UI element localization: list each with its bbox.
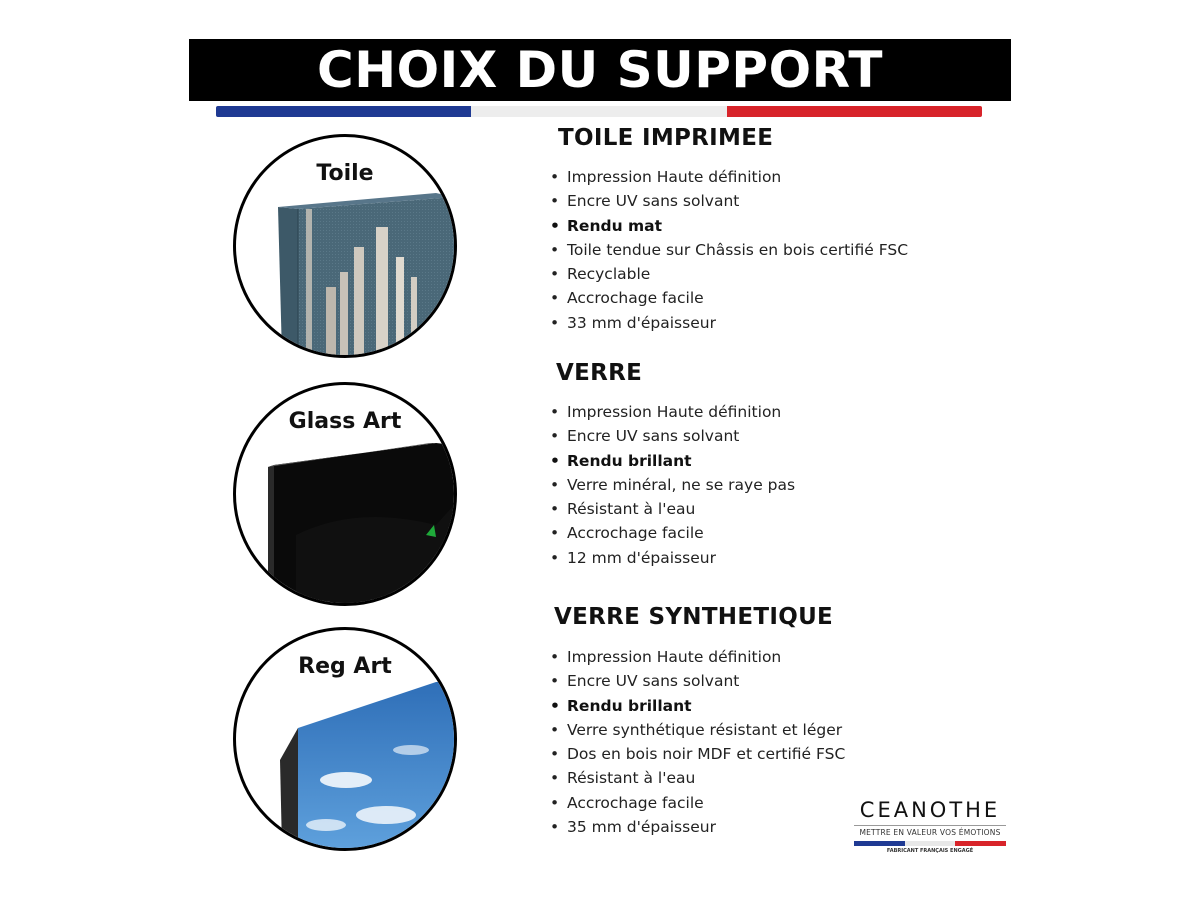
verre-synthetique-section (548, 604, 845, 839)
list-item: • Accrochage facile (548, 521, 795, 545)
list-item: • Impression Haute définition (548, 645, 845, 669)
verre-heading: VERRE (556, 360, 643, 386)
toile-feature-list (548, 165, 908, 335)
glass-art-label: Glass Art (288, 409, 402, 434)
list-item: • Rendu brillant (548, 449, 795, 473)
list-item: • Impression Haute définition (548, 165, 908, 189)
toile-section (548, 125, 908, 335)
reg-art-thumbnail (233, 627, 457, 851)
list-item: • Encre UV sans solvant (548, 669, 845, 693)
toile-thumbnail (233, 134, 457, 358)
list-item: • Toile tendue sur Châssis en bois certifié FSC (548, 238, 908, 262)
list-item: • 35 mm d'épaisseur (548, 815, 845, 839)
glass-art-thumbnail (233, 382, 457, 606)
toile-heading: TOILE IMPRIMEE (558, 125, 774, 151)
ceanothe-logo (854, 798, 1006, 854)
french-flag-stripe (216, 106, 982, 117)
page-title: CHOIX DU SUPPORT (317, 41, 883, 99)
brand-subline: FABRICANT FRANÇAIS ENGAGÉ (886, 848, 974, 854)
brand-flag (854, 841, 1006, 846)
list-item: • Dos en bois noir MDF et certifié FSC (548, 742, 845, 766)
toile-label: Toile (316, 161, 374, 186)
list-item: • Impression Haute définition (548, 400, 795, 424)
list-item: • Accrochage facile (548, 791, 845, 815)
page-title-banner (189, 39, 1011, 101)
list-item: • Résistant à l'eau (548, 766, 845, 790)
verre-feature-list (548, 400, 795, 570)
list-item: • Rendu mat (548, 214, 908, 238)
list-item: • Résistant à l'eau (548, 497, 795, 521)
reg-art-label: Reg Art (298, 654, 392, 679)
list-item: • Encre UV sans solvant (548, 424, 795, 448)
brand-name: CEANOTHE (859, 798, 1001, 822)
list-item: • Verre minéral, ne se raye pas (548, 473, 795, 497)
verre-synthetique-feature-list (548, 645, 845, 839)
list-item: • 33 mm d'épaisseur (548, 311, 908, 335)
list-item: • Rendu brillant (548, 694, 845, 718)
list-item: • Recyclable (548, 262, 908, 286)
list-item: • 12 mm d'épaisseur (548, 546, 795, 570)
verre-synthetique-heading: VERRE SYNTHETIQUE (554, 604, 834, 630)
list-item: • Verre synthétique résistant et léger (548, 718, 845, 742)
list-item: • Accrochage facile (548, 286, 908, 310)
brand-tagline: METTRE EN VALEUR VOS ÉMOTIONS (854, 825, 1006, 837)
verre-section (548, 360, 795, 570)
list-item: • Encre UV sans solvant (548, 189, 908, 213)
